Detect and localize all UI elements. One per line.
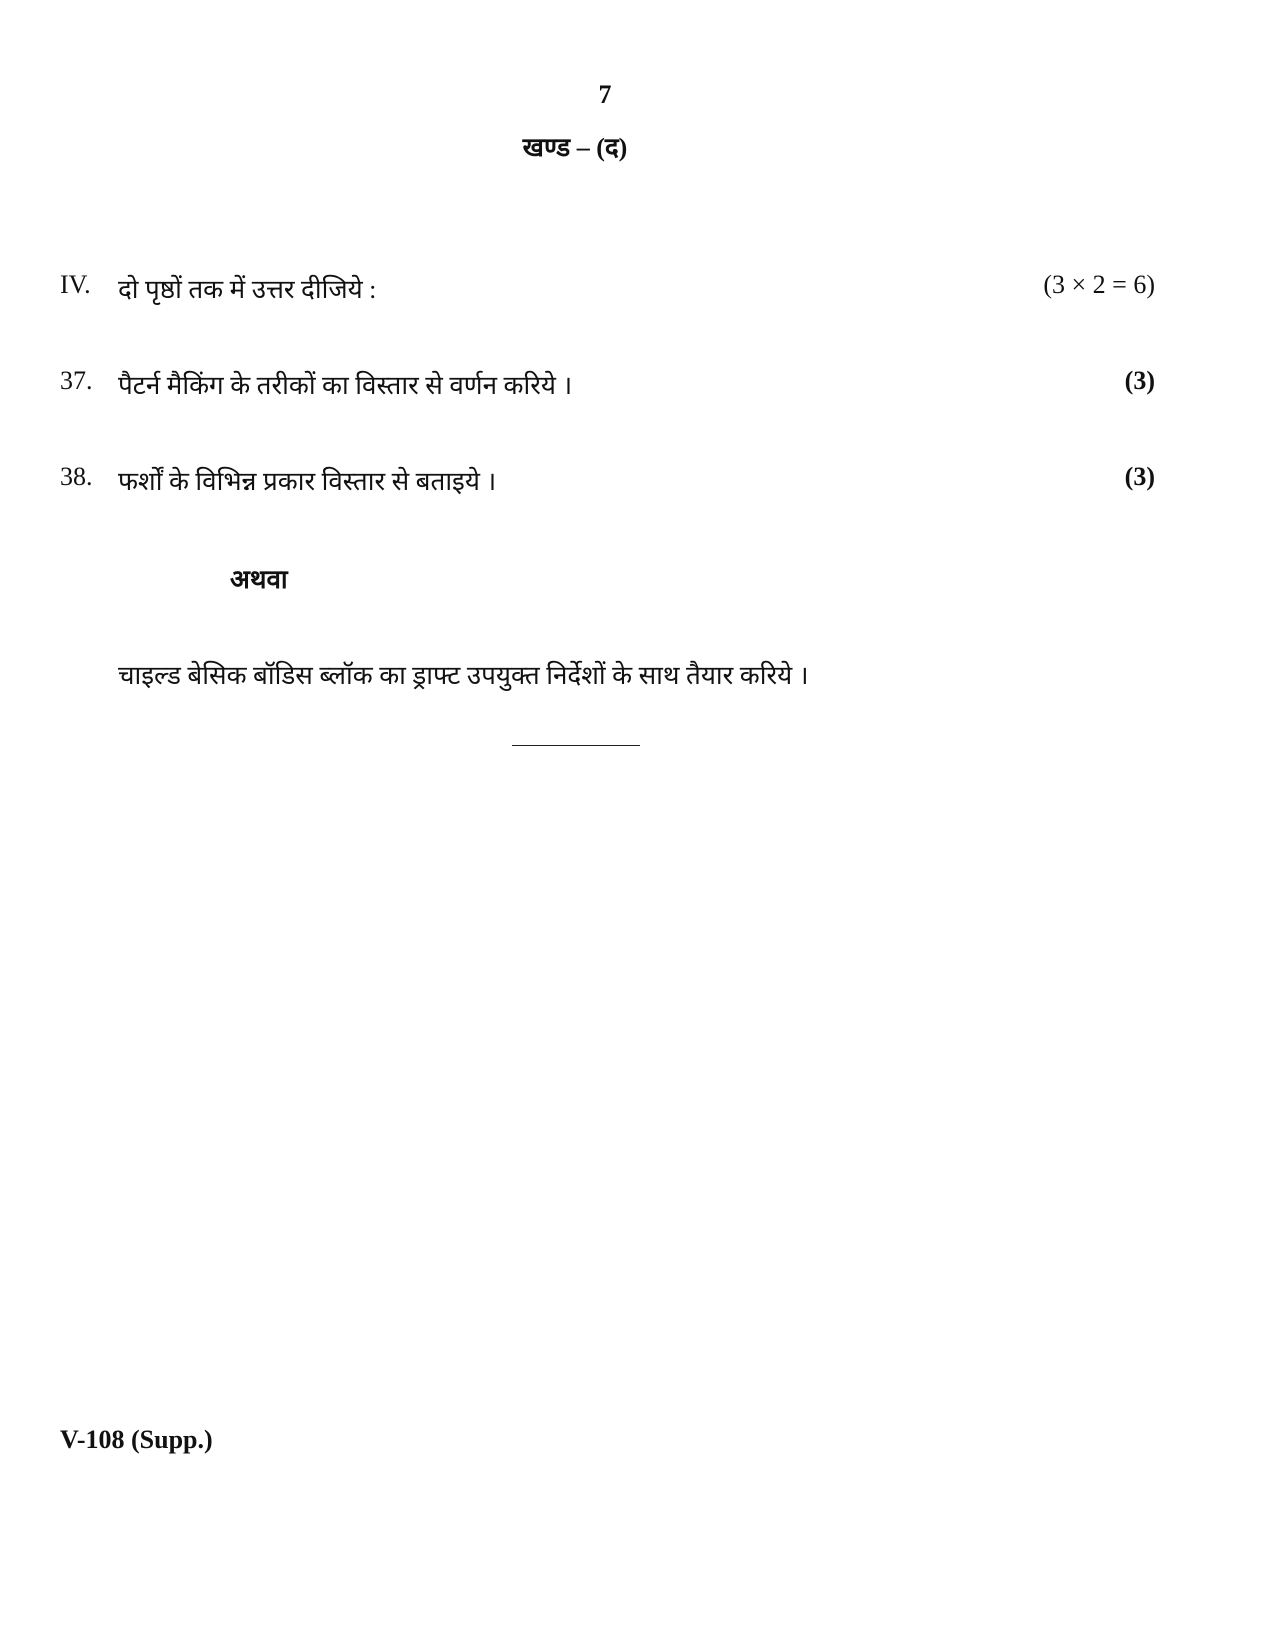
- section-title: खण्ड – (द): [522, 133, 628, 162]
- end-rule-divider: [512, 745, 640, 746]
- or-label: अथवा: [230, 565, 288, 594]
- instruction-number: IV.: [60, 270, 91, 299]
- question-38-marks: (3): [1124, 462, 1155, 491]
- question-37-marks: (3): [1124, 366, 1155, 395]
- question-37-text: पैटर्न मैकिंग के तरीकों का विस्तार से वर्णन करिये ।: [118, 371, 573, 400]
- page-number: 7: [598, 80, 612, 109]
- instruction-marks: (3 × 2 = 6): [1043, 270, 1155, 299]
- instruction-text: दो पृष्ठों तक में उत्तर दीजिये :: [118, 275, 377, 304]
- question-37-number: 37.: [60, 366, 93, 395]
- alternative-question-text: चाइल्ड बेसिक बॉडिस ब्लॉक का ड्राफ्ट उपयुक्त निर्देशों के साथ तैयार करिये ।: [118, 661, 809, 690]
- question-38-text: फर्शों के विभिन्न प्रकार विस्तार से बताइये ।: [118, 467, 497, 496]
- footer-paper-code: V-108 (Supp.): [60, 1425, 213, 1454]
- question-38-number: 38.: [60, 462, 93, 491]
